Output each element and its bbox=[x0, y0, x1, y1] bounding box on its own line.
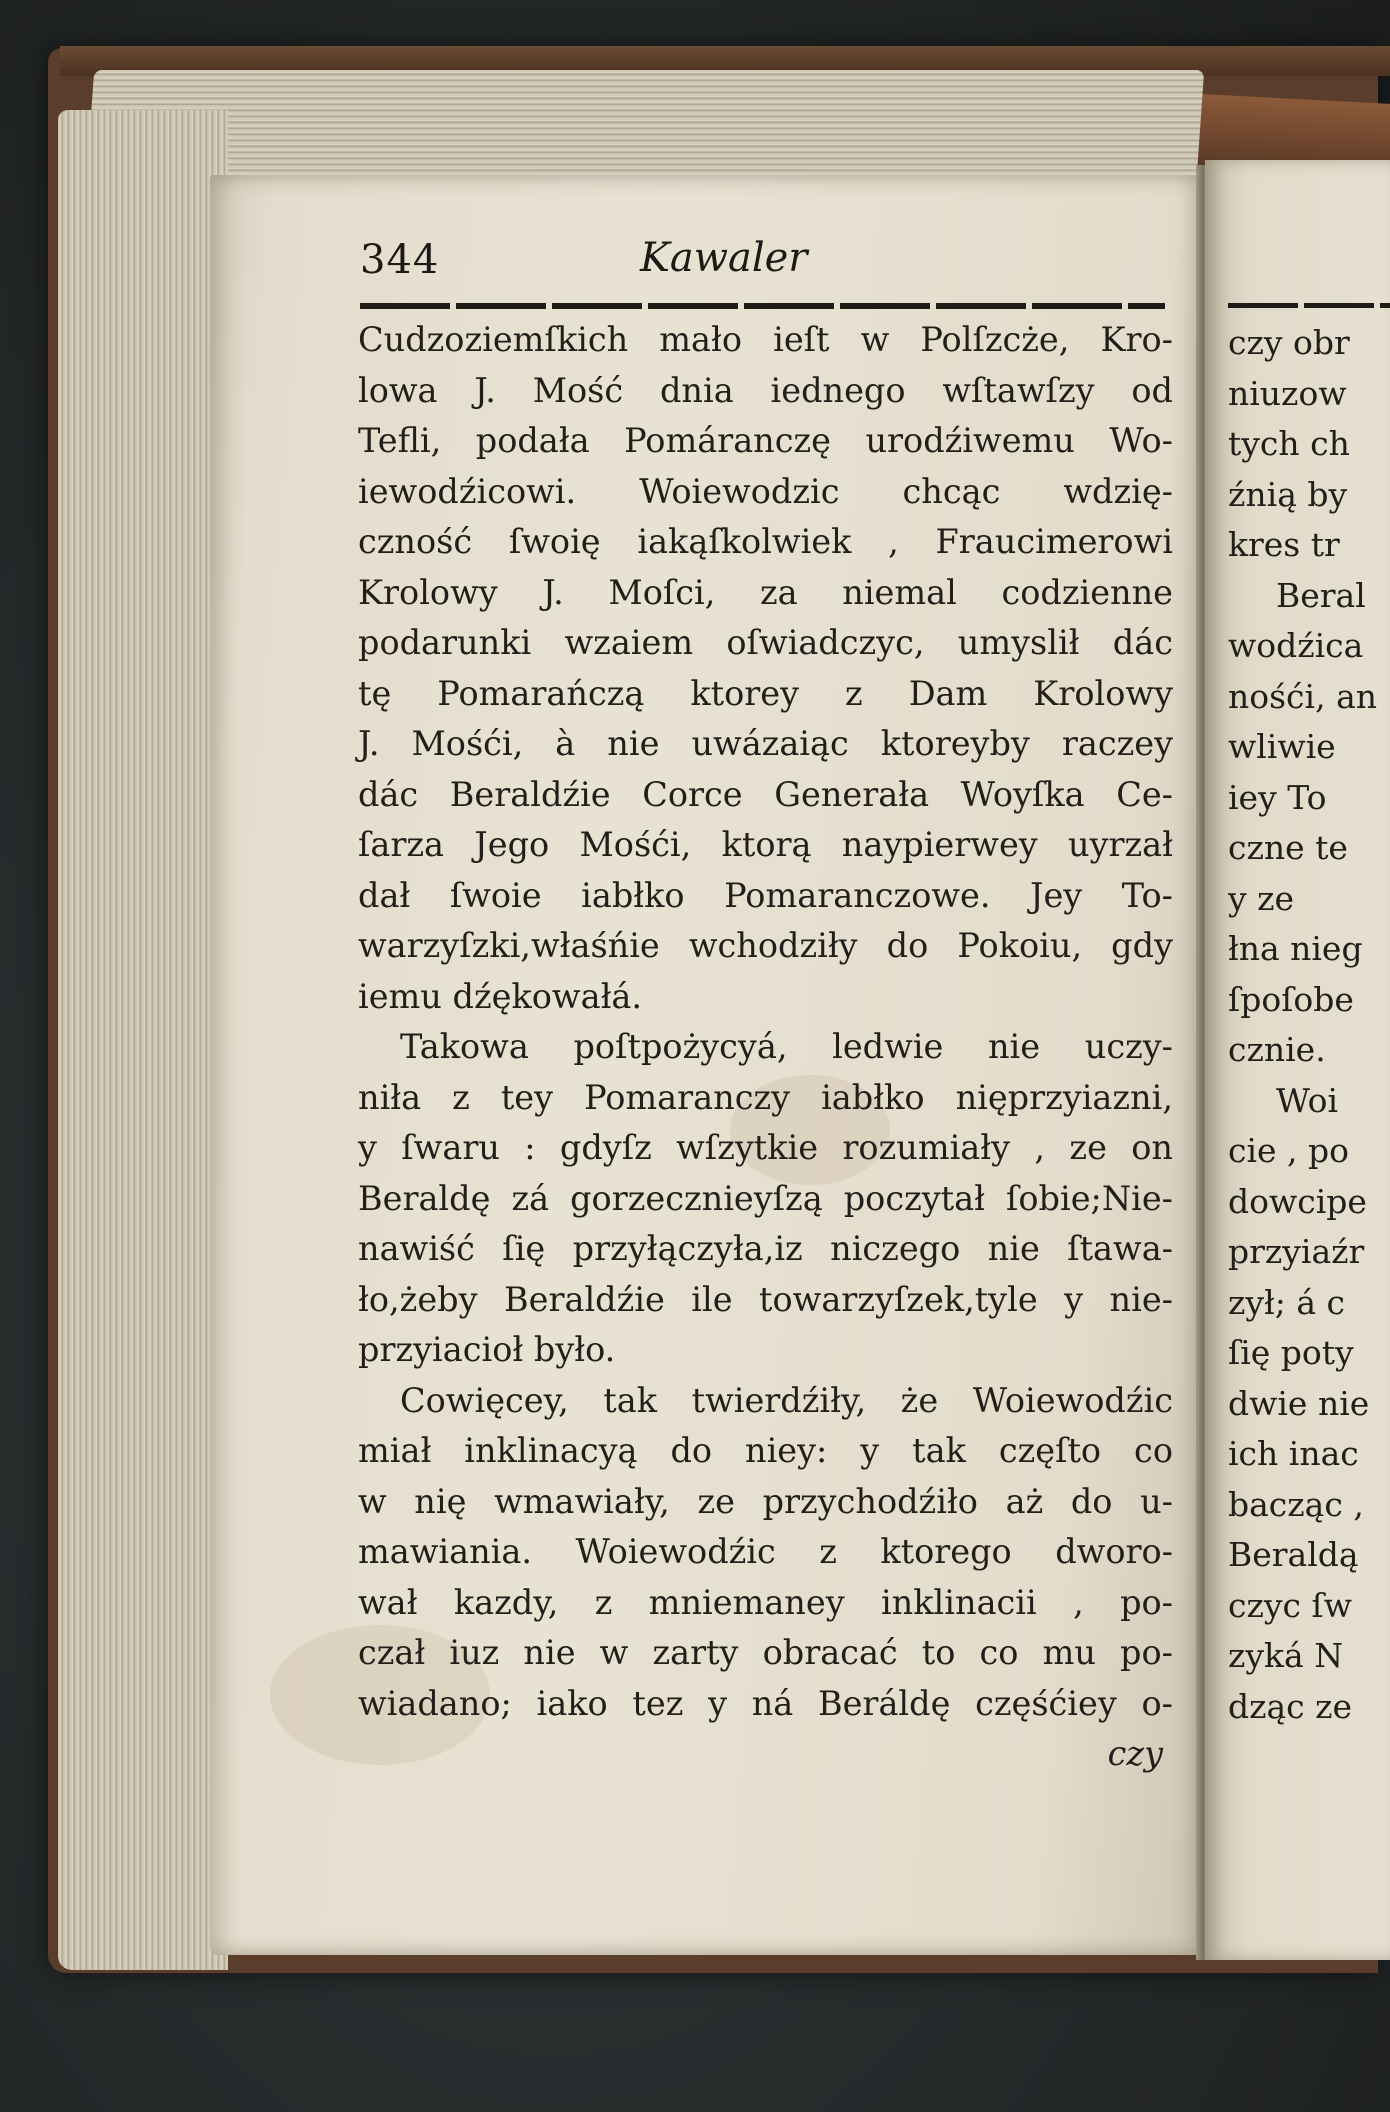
facing-text-line: wodźica bbox=[1228, 626, 1364, 665]
text-line: iemu dźękowałá. bbox=[358, 976, 643, 1016]
facing-text-line: ich inac bbox=[1228, 1434, 1359, 1473]
text-line: Cudzoziemſkich mało ieſt w Polſzcże, Kro- bbox=[358, 320, 1173, 359]
facing-text-line: przyiaźr bbox=[1228, 1232, 1365, 1271]
facing-page-text bbox=[1228, 318, 1390, 1732]
facing-text-line: łna nieg bbox=[1228, 929, 1363, 968]
text-line: tę Pomarańczą ktorey z Dam Krolowy bbox=[358, 673, 1173, 713]
facing-text-line: czne te bbox=[1228, 828, 1348, 867]
facing-text-line: niuzow bbox=[1228, 373, 1347, 413]
facing-text-line: czy obr bbox=[1228, 323, 1350, 362]
text-line: Krolowy J. Moſci, za niemal codzienne bbox=[358, 572, 1173, 612]
text-line: nawiść ſię przyłączyła,iz niczego nie ſtawa- bbox=[358, 1229, 1173, 1268]
facing-text-line: ſię poty bbox=[1228, 1333, 1354, 1372]
text-line: Tefli, podała Pomáranczę urodźiwemu Wo- bbox=[358, 421, 1173, 460]
text-line: Takowa poſtpożycyá, ledwie nie uczy- bbox=[400, 1027, 1173, 1066]
facing-text-line: iey To bbox=[1228, 777, 1327, 817]
text-line: wiadano; iako tez y ná Beráldę częśćiey o- bbox=[358, 1683, 1173, 1723]
text-line: miał inklinacyą do niey: y tak częſto co bbox=[358, 1431, 1173, 1470]
page-edges-top bbox=[86, 70, 1204, 190]
facing-text-line: bacząc , bbox=[1228, 1484, 1364, 1524]
page-number: 344 bbox=[360, 237, 440, 283]
catchword: czy bbox=[1107, 1734, 1163, 1773]
body-text bbox=[358, 315, 1173, 1780]
facing-text-line: wliwie bbox=[1228, 727, 1336, 766]
text-line: czność ſwoię iakąſkolwiek , Fraucimerowi bbox=[358, 522, 1173, 561]
running-head: Kawaler bbox=[640, 235, 808, 281]
facing-text-line: dowcipe bbox=[1228, 1181, 1367, 1221]
facing-text-line: czyc ſw bbox=[1228, 1585, 1352, 1625]
text-line: dác Beraldźie Corce Generała Woyſka Ce- bbox=[358, 774, 1173, 814]
text-line: podarunki wzaiem oſwiadczyc, umyslił dác bbox=[358, 623, 1173, 662]
text-line: ło,żeby Beraldźie ile towarzyſzek,tyle y nie- bbox=[358, 1279, 1173, 1319]
facing-text-line: źnią by bbox=[1228, 474, 1348, 514]
text-line: J. Mośći, à nie uwázaiąc ktoreyby raczey bbox=[358, 724, 1173, 763]
text-line: ſarza Jego Mośći, ktorą naypierwey uyrzał bbox=[358, 825, 1173, 864]
text-line: lowa J. Mość dnia iednego wſtawſzy od bbox=[358, 370, 1173, 410]
facing-text-line: cie , po bbox=[1228, 1131, 1350, 1170]
facing-text-line: dwie nie bbox=[1228, 1383, 1370, 1423]
left-page bbox=[210, 175, 1200, 1955]
text-line: y ſwaru : gdyſz wſzytkie rozumiały , ze on bbox=[358, 1128, 1173, 1167]
facing-text-line: y ze bbox=[1228, 878, 1295, 918]
facing-text-line: ſpoſobe bbox=[1228, 979, 1354, 1019]
page-edges-left bbox=[58, 110, 228, 1970]
facing-text-line: dząc ze bbox=[1228, 1686, 1353, 1726]
facing-header-rule bbox=[1228, 303, 1390, 308]
text-line: dał ſwoie iabłko Pomaranczowe. Jey To- bbox=[358, 875, 1173, 915]
text-line: iewodźicowi. Woiewodzic chcąc wdzię- bbox=[358, 471, 1173, 511]
text-line: Cowięcey, tak twierdźiły, że Woiewodźic bbox=[400, 1380, 1173, 1420]
text-line: niła z tey Pomaranczy iabłko nięprzyiazni, bbox=[358, 1077, 1173, 1117]
facing-text-line: zył; á c bbox=[1228, 1282, 1345, 1322]
text-line: przyiacioł było. bbox=[358, 1330, 616, 1369]
text-line: czał iuz nie w zarty obracać to co mu po- bbox=[358, 1633, 1173, 1672]
facing-text-line: nośći, an bbox=[1228, 676, 1377, 716]
facing-text-line: kres tr bbox=[1228, 525, 1340, 564]
facing-text-line: zyká N bbox=[1228, 1636, 1344, 1675]
facing-text-line: tych ch bbox=[1228, 424, 1350, 463]
text-line: wał kazdy, z mniemaney inklinacii , po- bbox=[358, 1582, 1173, 1622]
text-line: Beraldę zá gorzecznieyſzą poczytał ſobie;Nie- bbox=[358, 1178, 1173, 1218]
facing-text-line: cznie. bbox=[1228, 1030, 1326, 1069]
facing-text-line: Woi bbox=[1276, 1080, 1339, 1120]
facing-text-line: Beraldą bbox=[1228, 1535, 1359, 1574]
facing-text-line: Beral bbox=[1276, 575, 1366, 615]
text-line: mawiania. Woiewodźic z ktorego dworo- bbox=[358, 1532, 1173, 1571]
text-line: w nię wmawiały, ze przychodźiło aż do u- bbox=[358, 1481, 1173, 1521]
header-rule bbox=[360, 303, 1165, 309]
text-line: warzyſzki,właśńie wchodziły do Pokoiu, gdy bbox=[358, 926, 1173, 965]
